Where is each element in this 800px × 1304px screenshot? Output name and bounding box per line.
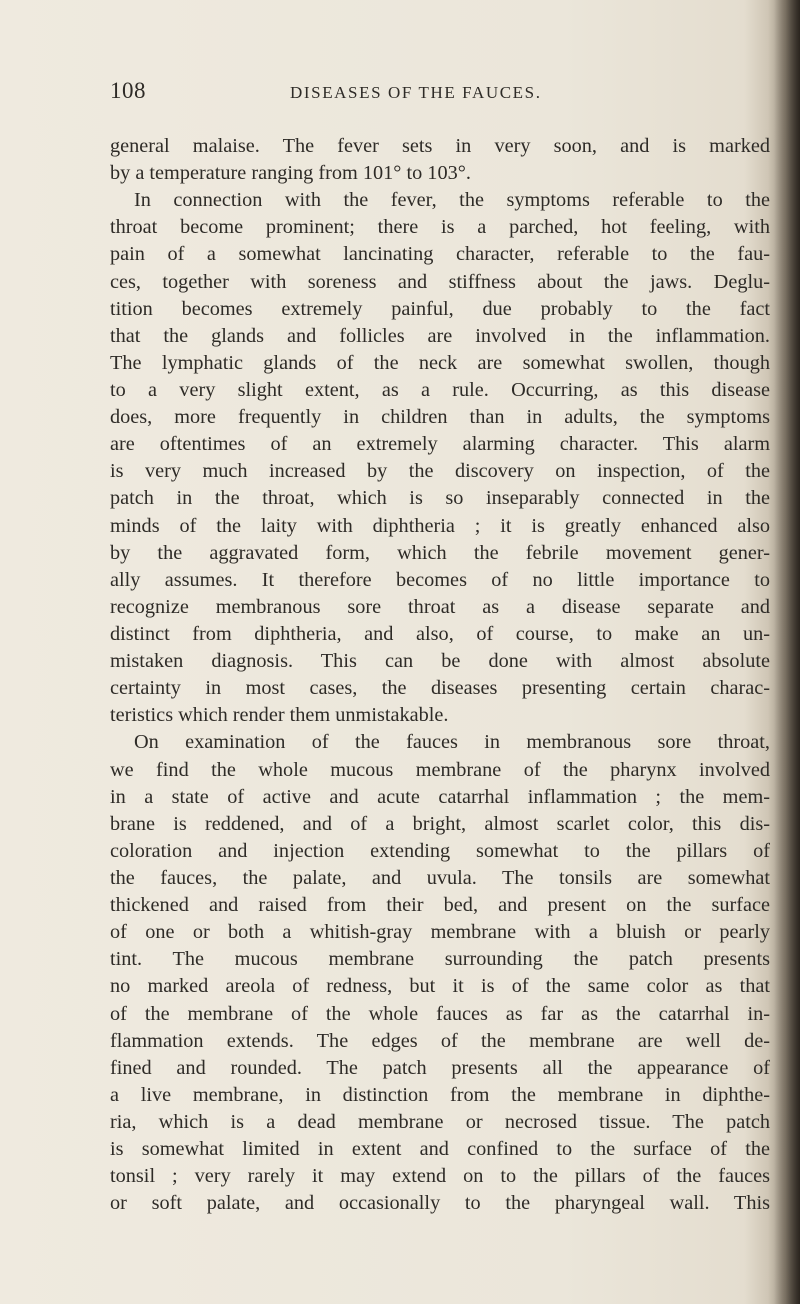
text-line: does, more frequently in children than in adults, the symptoms <box>110 406 770 429</box>
text-line: ria, which is a dead membrane or necrosed tissue. The patch <box>110 1110 770 1133</box>
text-line: flammation extends. The edges of the membrane are well de- <box>110 1029 770 1052</box>
text-line: ces, together with soreness and stiffness about the jaws. Deglu- <box>110 270 770 293</box>
text-line: or soft palate, and occasionally to the pharyngeal wall. This <box>110 1192 770 1215</box>
text-line: On examination of the fauces in membranous sore throat, <box>134 731 770 754</box>
text-line: The lymphatic glands of the neck are somewhat swollen, though <box>110 351 770 374</box>
text-line: of the membrane of the whole fauces as far as the catarrhal in- <box>110 1002 770 1025</box>
running-title: DISEASES OF THE FAUCES. <box>290 83 542 102</box>
body-text <box>110 133 770 1217</box>
text-line: a live membrane, in distinction from the membrane in diphthe- <box>110 1083 770 1106</box>
text-line: general malaise. The fever sets in very soon, and is marked <box>110 135 770 157</box>
text-line: tint. The mucous membrane surrounding the patch presents <box>110 948 770 971</box>
text-line: brane is reddened, and of a bright, almost scarlet color, this dis- <box>110 812 770 835</box>
text-line: by a temperature ranging from 101° to 103°. <box>110 162 471 185</box>
text-line: the fauces, the palate, and uvula. The tonsils are somewhat <box>110 866 770 889</box>
text-line: to a very slight extent, as a rule. Occurring, as this disease <box>110 378 770 401</box>
page-edge-shadow <box>774 0 800 1304</box>
running-head <box>110 78 770 108</box>
text-line: tonsil ; very rarely it may extend on to the pillars of the fauces <box>110 1165 770 1188</box>
text-line: recognize membranous sore throat as a disease separate and <box>110 595 770 618</box>
text-line: In connection with the fever, the symptoms referable to the <box>134 189 770 212</box>
text-line: of one or both a whitish-gray membrane with a bluish or pearly <box>110 921 770 944</box>
text-line: distinct from diphtheria, and also, of course, to make an un- <box>110 622 770 645</box>
text-line: throat become prominent; there is a parched, hot feeling, with <box>110 216 770 239</box>
text-line: tition becomes extremely painful, due probably to the fact <box>110 297 770 320</box>
page-number: 108 <box>110 78 146 103</box>
text-line: by the aggravated form, which the febrile movement gener- <box>110 541 770 564</box>
text-line: is very much increased by the discovery on inspection, of the <box>110 460 770 483</box>
text-line: minds of the laity with diphtheria ; it is greatly enhanced also <box>110 514 770 537</box>
text-line: teristics which render them unmistakable. <box>110 704 449 727</box>
text-line: certainty in most cases, the diseases presenting certain charac- <box>110 677 770 700</box>
text-line: fined and rounded. The patch presents all the appearance of <box>110 1056 770 1079</box>
text-line: coloration and injection extending somewhat to the pillars of <box>110 839 770 862</box>
text-line: in a state of active and acute catarrhal inflammation ; the mem- <box>110 785 770 808</box>
text-line: mistaken diagnosis. This can be done with almost absolute <box>110 650 770 673</box>
text-line: thickened and raised from their bed, and present on the surface <box>110 894 770 917</box>
text-line: no marked areola of redness, but it is of the same color as that <box>110 975 770 998</box>
text-line: is somewhat limited in extent and confined to the surface of the <box>110 1138 770 1161</box>
text-line: patch in the throat, which is so inseparably connected in the <box>110 487 770 510</box>
text-line: we find the whole mucous membrane of the pharynx involved <box>110 758 770 781</box>
text-line: ally assumes. It therefore becomes of no little importance to <box>110 568 770 591</box>
text-line: that the glands and follicles are involved in the inflammation. <box>110 324 770 347</box>
text-line: are oftentimes of an extremely alarming character. This alarm <box>110 433 770 456</box>
text-line: pain of a somewhat lancinating character, referable to the fau- <box>110 243 770 266</box>
